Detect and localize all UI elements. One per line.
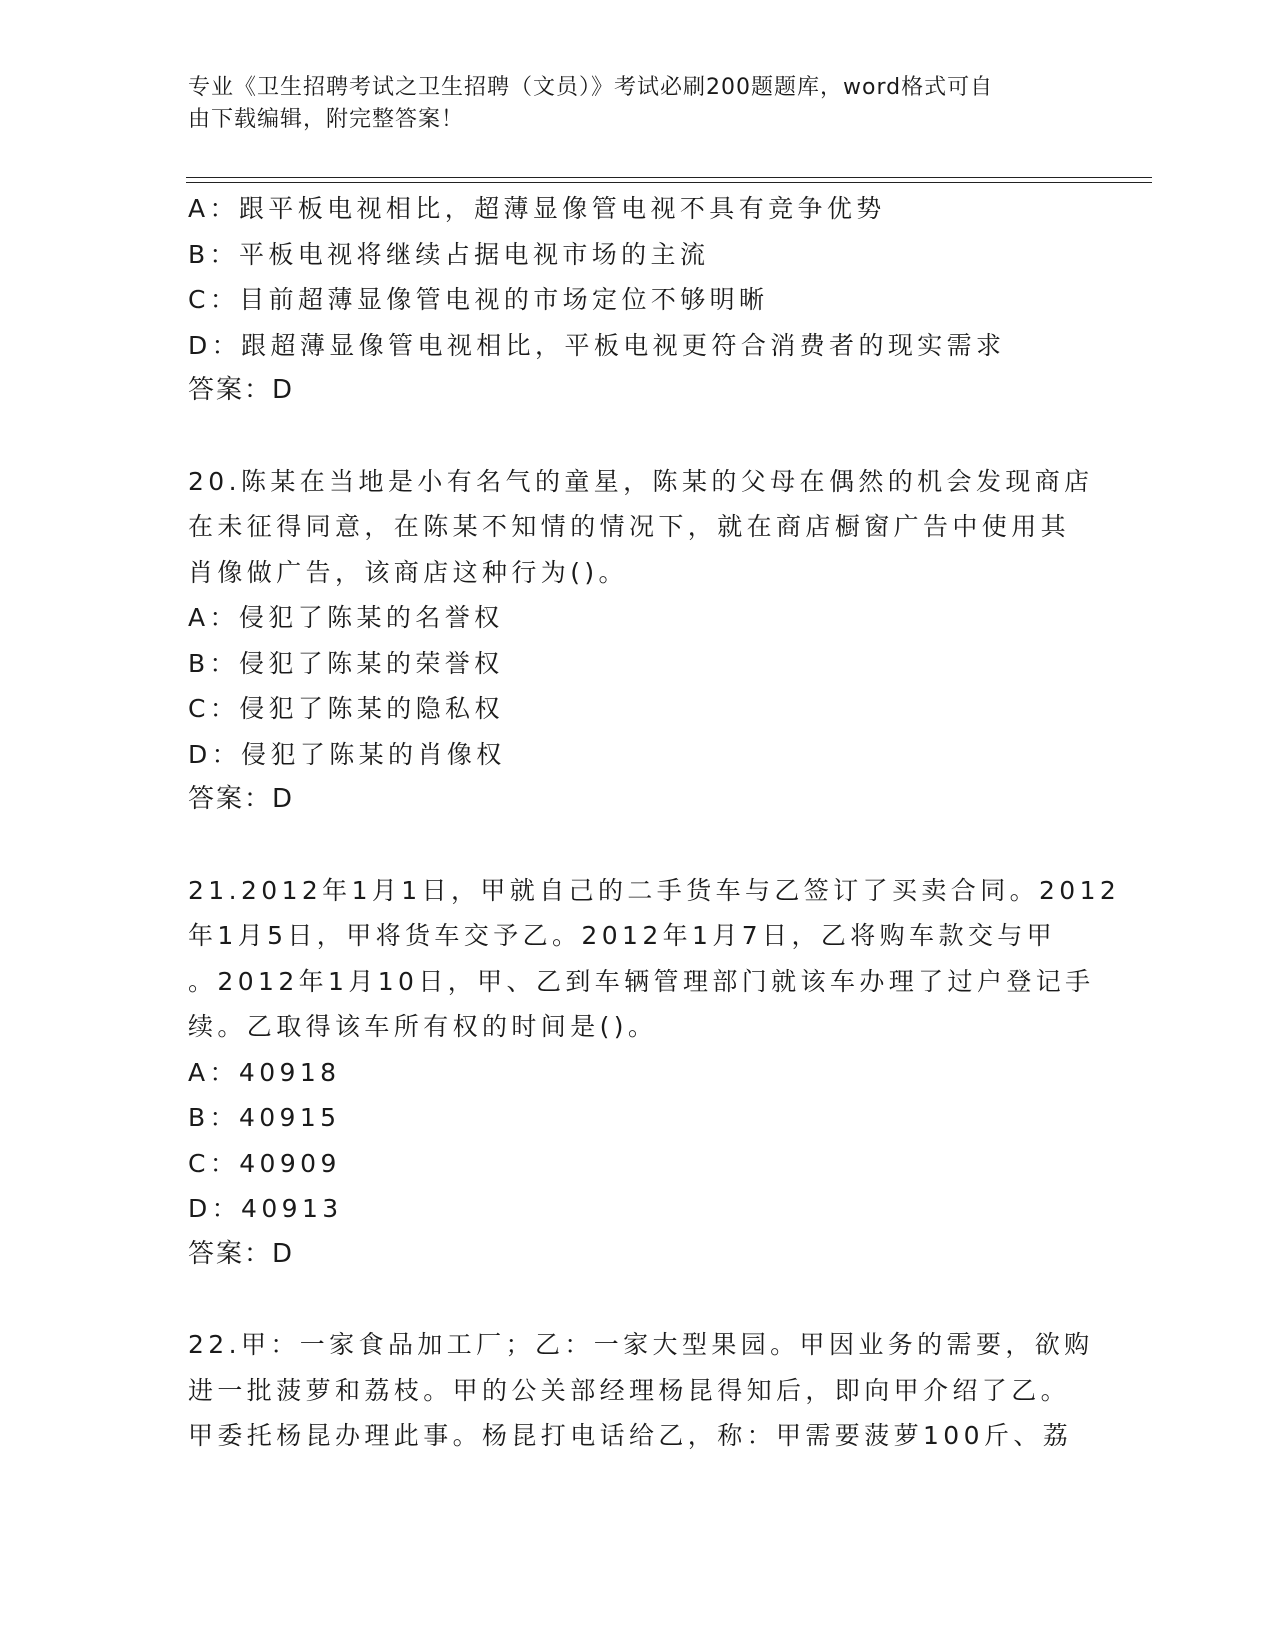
- question-20: [188, 459, 1094, 823]
- option-b: B：平板电视将继续占据电视市场的主流: [188, 239, 710, 269]
- question-stem-line: 22.甲：一家食品加工厂；乙：一家大型果园。甲因业务的需要，欲购: [188, 1330, 1094, 1359]
- option-c: C：目前超薄显像管电视的市场定位不够明晰: [188, 285, 769, 314]
- question-stem-line: 续。乙取得该车所有权的时间是()。: [188, 1012, 658, 1041]
- question-stem-line: 21.2012年1月1日，甲就自己的二手货车与乙签订了买卖合同。2012: [188, 875, 1121, 905]
- question-stem-line: 甲委托杨昆办理此事。杨昆打电话给乙，称：甲需要菠萝100斤、荔: [188, 1421, 1073, 1450]
- question-stem-line: 肖像做广告，该商店这种行为()。: [188, 557, 628, 587]
- option-d: D：侵犯了陈某的肖像权: [188, 739, 506, 769]
- question-21: [188, 868, 1121, 1278]
- question-stem-line: 。2012年1月10日，甲、乙到车辆管理部门就该车办理了过户登记手: [188, 966, 1095, 996]
- spacer: [188, 414, 1088, 459]
- answer: 答案：D: [188, 375, 295, 405]
- spacer: [188, 823, 1088, 868]
- question-19: [188, 186, 1088, 414]
- question-22: [188, 1322, 1094, 1459]
- answer: 答案：D: [188, 784, 295, 814]
- option-d: D：跟超薄显像管电视相比，平板电视更符合消费者的现实需求: [188, 330, 1006, 360]
- header-divider-top: [186, 177, 1152, 178]
- header-line-1: 专业《卫生招聘考试之卫生招聘（文员）》考试必刷200题题库，word格式可自: [188, 75, 994, 100]
- question-stem-line: 在未征得同意，在陈某不知情的情况下，就在商店橱窗广告中使用其: [188, 512, 1071, 541]
- document-body: [188, 186, 1121, 1459]
- option-b: B：40915: [188, 1103, 341, 1132]
- header-line-2: 由下载编辑，附完整答案！: [188, 107, 465, 132]
- option-a: A：40918: [188, 1057, 341, 1087]
- question-stem-line: 进一批菠萝和荔枝。甲的公关部经理杨昆得知后，即向甲介绍了乙。: [188, 1375, 1071, 1405]
- spacer: [188, 1277, 1088, 1322]
- answer: 答案：D: [188, 1238, 295, 1269]
- option-b: B：侵犯了陈某的荣誉权: [188, 648, 504, 678]
- option-a: A：跟平板电视相比，超薄显像管电视不具有竞争优势: [188, 194, 886, 223]
- document-header: [188, 72, 1068, 136]
- question-stem-line: 20.陈某在当地是小有名气的童星，陈某的父母在偶然的机会发现商店: [188, 466, 1094, 496]
- option-c: C：侵犯了陈某的隐私权: [188, 694, 504, 723]
- header-divider-bottom: [186, 182, 1152, 183]
- option-a: A：侵犯了陈某的名誉权: [188, 603, 504, 632]
- option-d: D：40913: [188, 1194, 343, 1223]
- option-c: C：40909: [188, 1148, 341, 1178]
- question-stem-line: 年1月5日，甲将货车交予乙。2012年1月7日，乙将购车款交与甲: [188, 921, 1057, 950]
